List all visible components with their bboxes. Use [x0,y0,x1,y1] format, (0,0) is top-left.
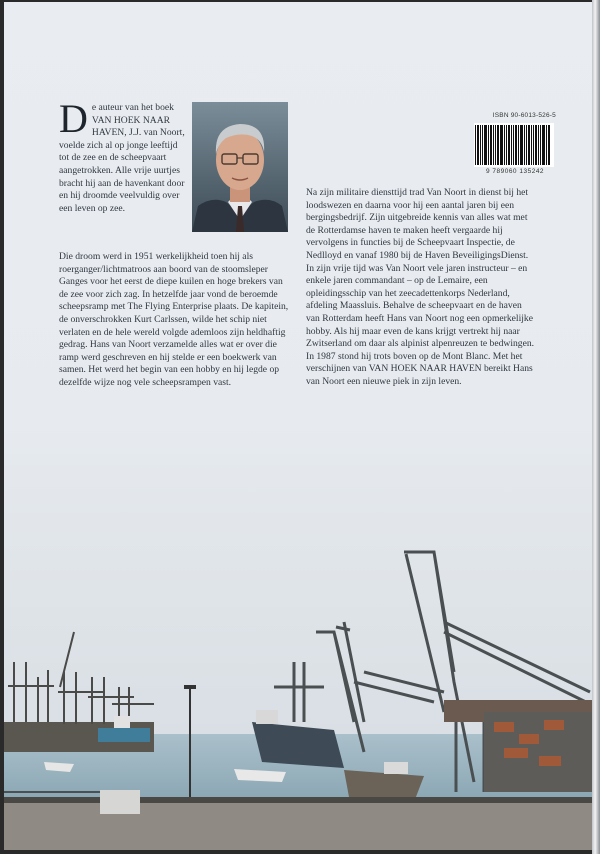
isbn-block [474,112,556,175]
author-photo [192,102,288,232]
left-column-text: Die droom werd in 1951 werkelijkheid toen hij als roerganger/lichtmatroos aan boord van de stoomsleper Ganges voor het eerst de diepe kuilen en hoge brekers van de zee voor zich zag. In hetzelfde jaar vond de beroemde scheepsramp met The Flying Enterprise plaats. De kapitein, de onverschrokken Kurt Carlssen, wilde het schip niet verlaten en de hele wereld volgde ademloos zijn heldhaftig gedrag. Hans van Noort verzamelde alles wat er over die ramp werd geschreven en hij stelde er een boekwerk van samen. Het werd het begin van een hobby en hij legde op dezelfde wijze nog vele scheepsrampen vast. [59,251,289,388]
book-back-cover [4,2,592,850]
isbn-label: ISBN 90-6013-526-5 [492,112,556,119]
book-edge [592,0,600,854]
drop-cap: D [59,96,88,141]
right-column-text: Na zijn militaire diensttijd trad Van Noort in dienst bij het loodswezen en daarna voor hij een aantal jaren bij een bergingsbedrijf. Zijn uitgebreide kennis van alles wat met de Rotterdamse haven te maken heeft vergaarde hij vervolgens in functies bij de Scheepvaart Inspectie, de Nedlloyd en vanaf 1980 bij de Haven BeveiligingsDienst. In zijn vrije tijd was Van Noort vele jaren instructeur – en enkele jaren commandant – op de Lemaire, een opleidingsschip van het zeecadettenkorps Nederland, afdeling Maassluis. Behalve de scheepvaart en de haven van Rotterdam heeft Hans van Noort nog een opmerkelijke hobby. Als hij maar even de kans krijgt vertrekt hij naar Zwitserland om daar als alpinist alpenreuzen te bedwingen. In 1987 stond hij trots boven op de Mont Blanc. Met het verschijnen van VAN HOEK NAAR HAVEN bereikt Hans van Noort een nieuwe piek in zijn leven. [306,187,535,387]
intro-paragraph [59,96,187,215]
barcode-icon [474,123,554,167]
intro-text: e auteur van het boek VAN HOEK NAAR HAVEN, J.J. van Noort, voelde zich al op jonge leeftijd tot de zee en de scheepvaart aangetrokken. Alle vrije uurtjes bracht hij aan de havenkant door en hij droomde veelvuldig over een leven op zee. [59,102,185,214]
barcode-number: 9 789060 135242 [485,168,545,175]
harbor-photo [4,472,592,850]
